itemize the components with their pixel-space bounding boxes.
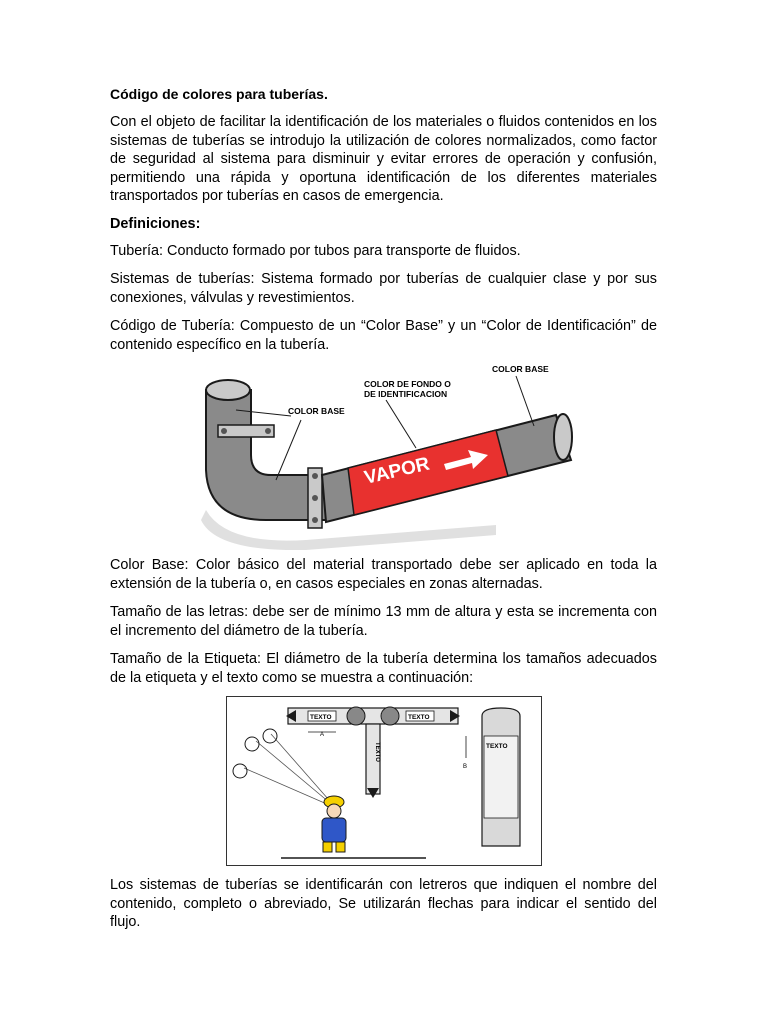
band-text: VAPOR	[362, 453, 432, 489]
definition-codigo: Código de Tubería: Compuesto de un “Color Base” y un “Color de Identificación” de contenido específico en la tubería.	[110, 318, 657, 353]
closing-paragraph: Los sistemas de tuberías se identificarán con letreros que indiquen el nombre del contenido, completo o abreviado, Se utilizarán flechas para indicar el sentido del flujo.	[110, 877, 657, 930]
document-title: Código de colores para tuberías.	[110, 86, 328, 102]
definition-color-base: Color Base: Color básico del material transportado debe ser aplicado en toda la extensión de la tubería o, en casos especiales en zonas alternadas.	[110, 557, 657, 592]
document-body	[110, 86, 657, 364]
label-color-base-left: COLOR BASE	[288, 406, 345, 416]
texto-column: TEXTO	[486, 743, 508, 750]
intro-paragraph: Con el objeto de facilitar la identificación de los materiales o fluidos contenidos en los sistemas de tuberías se introdujo la utilización de colores normalizados, como factor de seguridad al sistema para disminuir y evitar errores de operación y confusión, permitiendo una rápida y oportuna identificación de los diferentes materiales transportados por tuberías en casos de emergencia.	[110, 114, 657, 204]
definition-sistemas: Sistemas de tuberías: Sistema formado por tuberías de cualquier clase y por sus conexiones, válvulas y revestimientos.	[110, 271, 657, 306]
definition-tuberia: Tubería: Conducto formado por tubos para transporte de fluidos.	[110, 242, 521, 259]
definition-letras: Tamaño de las letras: debe ser de mínimo 13 mm de altura y esta se incrementa con el incremento del diámetro de la tubería.	[110, 604, 657, 639]
label-color-base-right: COLOR BASE	[492, 364, 549, 374]
closing-block	[110, 876, 657, 942]
label-size-figure	[226, 696, 542, 866]
dim-a: A	[320, 732, 325, 738]
definitions-heading: Definiciones:	[110, 215, 201, 232]
definition-etiqueta: Tamaño de la Etiqueta: El diámetro de la tubería determina los tamaños adecuados de la etiqueta y el texto como se muestra a continuación:	[110, 651, 657, 686]
lower-text-block	[110, 556, 657, 697]
label-fondo-line1: COLOR DE FONDO O	[364, 379, 451, 389]
label-fondo-line2: DE IDENTIFICACION	[364, 389, 448, 399]
texto-vertical: TEXTO	[374, 742, 380, 762]
texto-right: TEXTO	[408, 714, 430, 721]
dim-b: B	[463, 764, 468, 770]
texto-left: TEXTO	[310, 714, 332, 721]
pipe-color-figure	[196, 360, 576, 550]
